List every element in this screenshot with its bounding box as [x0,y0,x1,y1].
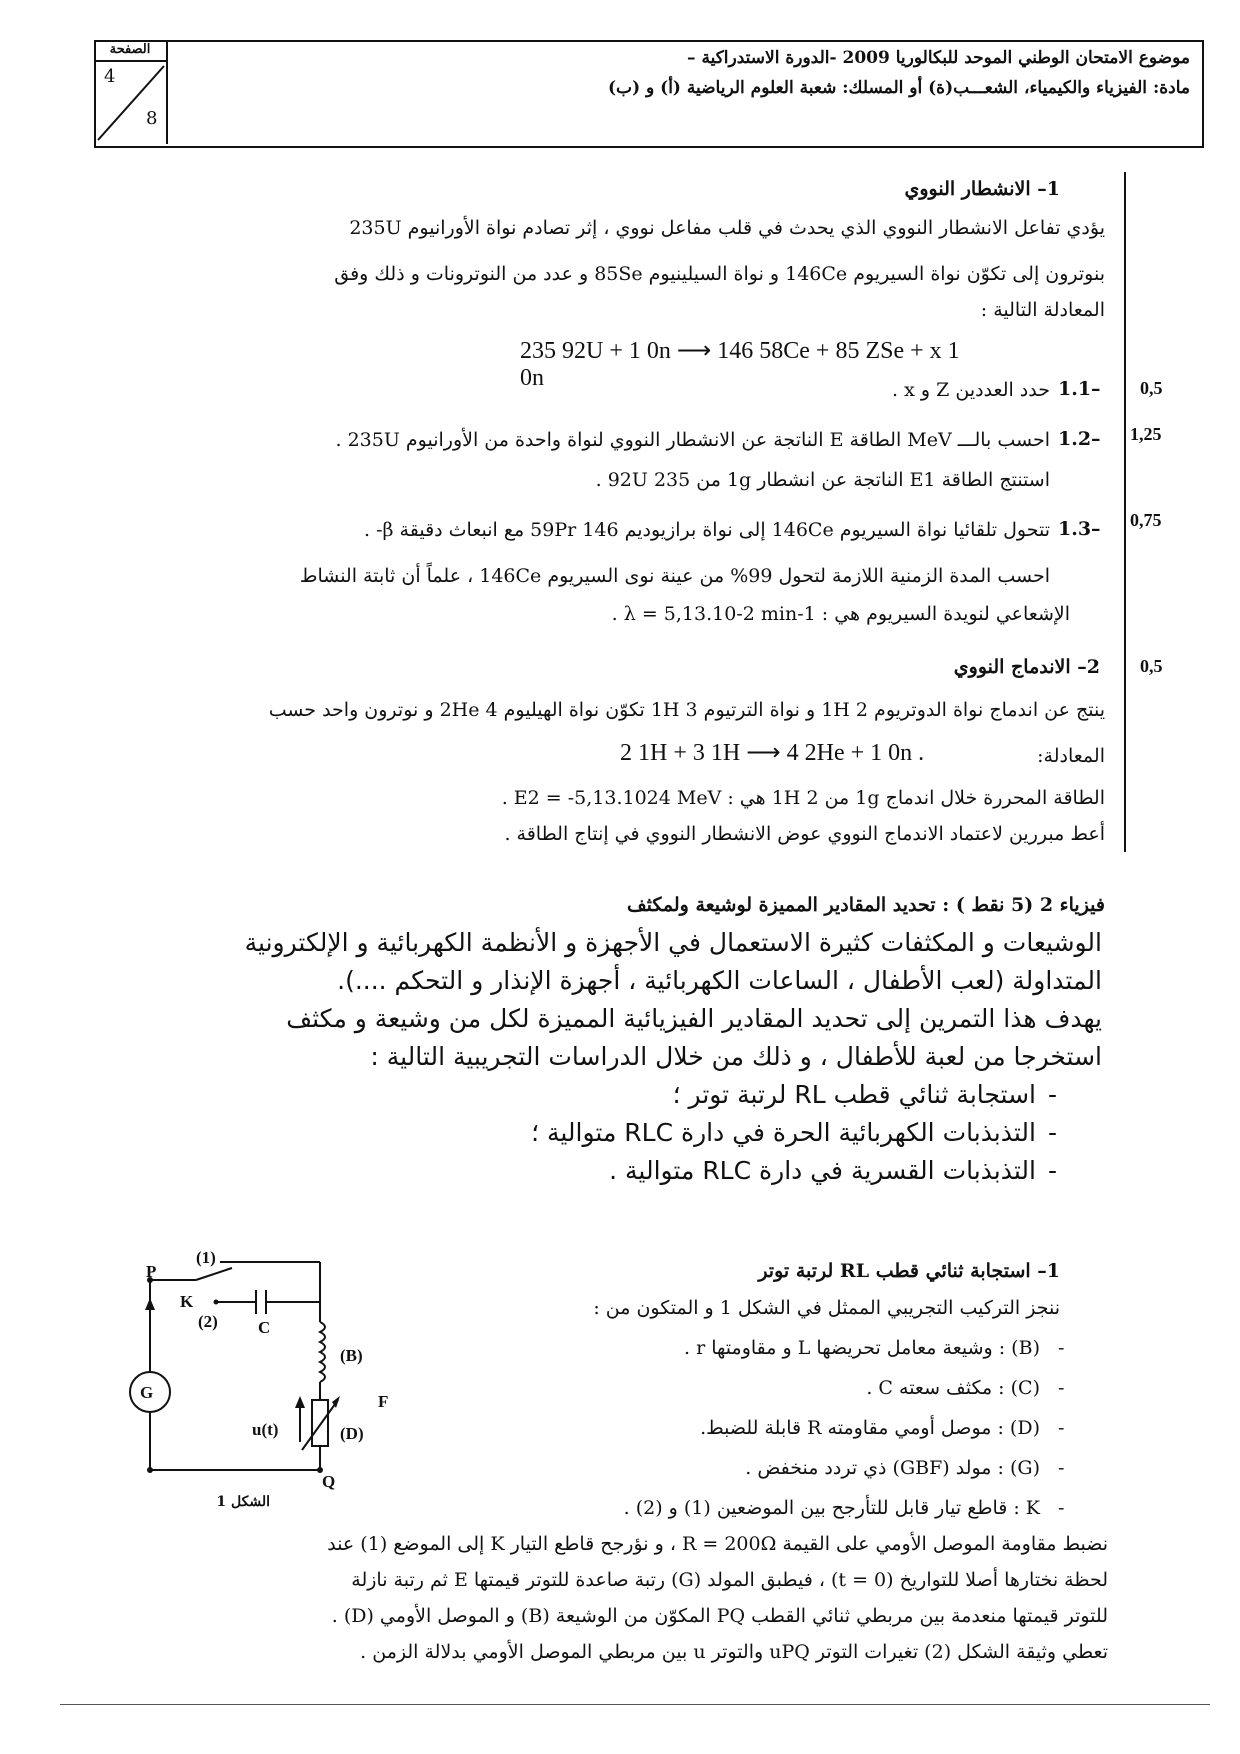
q13-number: 1.3– [1058,518,1101,540]
fusion-equation: 2 1H + 3 1H ⟶ 4 2He + 1 0n . [620,740,925,766]
physics2-p4: استخرجا من لعبة للأطفال ، و ذلك من خلال الدراسات التجريبية التالية : [370,1042,1102,1071]
physics2-p3: يهدف هذا التمرين إلى تحديد المقادير الفيزيائية المميزة لكل من وشيعة و مكثف [286,1004,1102,1033]
physics2-p1: الوشيعات و المكثفات كثيرة الاستعمال في الأجهزة و الأنظمة الكهربائية و الإلكترونية [244,928,1102,957]
bottom-rule [60,1704,1210,1705]
part1-intro-1: يؤدي تفاعل الانشطار النووي الذي يحدث في قلب مفاعل نووي ، إثر تصادم نواة الأورانيوم 235U [349,217,1105,239]
q13-text-c: الإشعاعي لنويدة السيريوم هي : λ = 5,13.10-2 min-1 . [611,603,1070,625]
rl-item-3: (D) : موصل أومي مقاومته R قابلة للضبط. [700,1417,1040,1439]
part2-line-1: ينتج عن اندماج نواة الدوتريوم 2 1H و نواة الترتيوم 3 1H تكوّن نواة الهيليوم 4 2He و نوترون واحد حسب [268,699,1105,721]
physics2-p2: المتداولة (لعب الأطفال ، الساعات الكهربائية ، أجهزة الإنذار و التحكم ....). [337,966,1102,995]
part2-line-4: أعط مبررين لاعتماد الاندماج النووي عوض الانشطار النووي في إنتاج الطاقة . [504,823,1105,845]
q11-text: حدد العددين Z و x . [892,379,1050,401]
label-ut: u(t) [252,1420,279,1439]
bullet-dash: - [1058,1457,1065,1479]
margin-rule [1124,172,1126,852]
current-arrowhead [145,1298,155,1310]
label-G: G [140,1383,154,1402]
fission-equation: 235 92U + 1 0n ⟶ 146 58Ce + 85 ZSe + x 1 0n [520,338,960,391]
switch-blade [196,1268,232,1280]
bullet-dash: - [1048,1156,1058,1185]
bullet-dash: - [1058,1417,1065,1439]
label-position-1: (1) [196,1248,216,1267]
physics2-bullet-2: التذبذبات الكهربائية الحرة في دارة RLC متوالية ؛ [531,1118,1036,1147]
rl-paragraph-1: نضبط مقاومة الموصل الأومي على القيمة R = 200Ω ، و نؤرجح قاطع التيار K إلى الموضع (1) عند [327,1533,1108,1555]
rl-paragraph-3: للتوتر قيمتها منعدمة بين مربطي ثنائي القطب PQ المكوّن من الوشيعة (B) و الموصل الأومي (D) . [331,1605,1108,1627]
page-label: الصفحة [94,40,166,62]
q13-points: 0,75 [1130,510,1162,530]
q12-number: 1.2– [1058,428,1101,450]
rl-item-1: (B) : وشيعة معامل تحريضها L و مقاومتها r . [684,1337,1040,1359]
label-K: K [180,1292,194,1311]
physics2-bullet-3: التذبذبات القسرية في دارة RLC متوالية . [609,1156,1036,1185]
part2-title: 2– الاندماج النووي [953,656,1100,678]
q13-text-a: تتحول تلقائيا نواة السيريوم 146Ce إلى نواة برازيوديم 146 59Pr مع انبعاث دقيقة β- . [364,519,1050,541]
bullet-dash: - [1048,1080,1058,1109]
q11-number: 1.1– [1058,378,1101,400]
part1-intro-2: بنوترون إلى تكوّن نواة السيريوم 146Ce و نواة السيلينيوم 85Se و عدد من النوترونات و ذلك وفق [334,263,1105,285]
label-P: P [146,1262,157,1281]
rl-item-4: (G) : مولد (GBF) ذي تردد منخفض . [745,1457,1040,1479]
part2-points: 0,5 [1140,656,1163,676]
label-F: F [378,1392,389,1411]
label-Q: Q [322,1472,336,1491]
page-current: 4 [104,66,116,87]
part1-title: 1– الانشطار النووي [904,178,1060,200]
rl-paragraph-2: لحظة نختارها أصلا للتواريخ (t = 0) ، فيطبق المولد (G) رتبة صاعدة للتوتر قيمتها E ثم رتبة نازلة [351,1569,1108,1591]
resistor-symbol [312,1400,328,1446]
header-line-2: مادة: الفيزياء والكيمياء، الشعـــب(ة) أو المسلك: شعبة العلوم الرياضية (أ) و (ب) [608,78,1190,98]
q11-points: 0,5 [1140,378,1163,398]
label-B: (B) [340,1346,363,1365]
bullet-dash: - [1058,1377,1065,1399]
part1-intro-3: المعادلة التالية : [980,299,1105,321]
part2-equation-label: المعادلة: [1037,745,1105,767]
bullet-dash: - [1058,1497,1065,1519]
label-D: (D) [340,1424,364,1443]
rl-intro: ننجز التركيب التجريبي الممثل في الشكل 1 و المتكون من : [593,1297,1060,1319]
page-total: 8 [146,108,158,129]
bullet-dash: - [1058,1337,1065,1359]
q13-text-b: احسب المدة الزمنية اللازمة لتحول 99% من عينة نوى السيريوم 146Ce ، علماً أن ثابتة النشاط [299,565,1050,587]
label-position-2: (2) [198,1312,218,1331]
q12-text-a: احسب بالـــ MeV الطاقة E الناتجة عن الانشطار النووي لنواة واحدة من الأورانيوم 235U . [335,429,1050,451]
resistor-arrow [302,1400,338,1450]
rl-title: 1– استجابة ثنائي قطب RL لرتبة توتر [758,1260,1060,1282]
voltage-arrowhead [295,1396,305,1408]
rl-paragraph-4: تعطي وثيقة الشكل (2) تغيرات التوتر uPQ والتوتر u بين مربطي الموصل الأومي بدلالة الزمن . [360,1641,1108,1663]
q12-text-b: استنتج الطاقة E1 الناتجة عن انشطار 1g من 235 92U . [595,469,1050,491]
rl-item-2: (C) : مكثف سعته C . [866,1377,1040,1399]
part2-line-3: الطاقة المحررة خلال اندماج 1g من 2 1H هي : E2 = -5,13.1024 MeV . [501,787,1105,809]
header-line-1: موضوع الامتحان الوطني الموحد للبكالوريا 2009 -الدورة الاستدراكية – [687,48,1190,68]
bullet-dash: - [1048,1118,1058,1147]
coil-symbol [320,1322,325,1382]
rl-item-5: K : قاطع تيار قابل للتأرجح بين الموضعين (1) و (2) . [623,1497,1040,1519]
physics2-title: فيزياء 2 (5 نقط ) : تحديد المقادير المميزة لوشيعة ولمكثف [626,894,1105,916]
physics2-bullet-1: استجابة ثنائي قطب RL لرتبة توتر ؛ [672,1080,1036,1109]
circuit-figure-1 [120,1250,420,1500]
q12-points: 1,25 [1130,424,1162,444]
figure-caption: الشكل 1 [216,1494,270,1510]
label-C: C [258,1318,271,1337]
